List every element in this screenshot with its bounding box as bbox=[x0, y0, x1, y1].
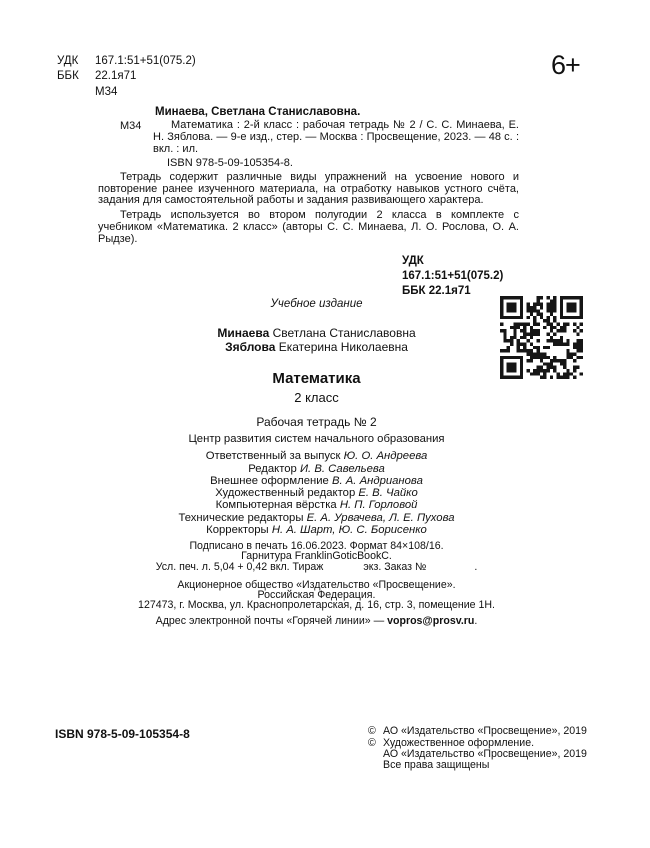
copyright-symbol-icon: © bbox=[368, 737, 376, 749]
credit-line bbox=[0, 512, 633, 524]
copyright-entry bbox=[368, 726, 587, 737]
authors-block bbox=[0, 326, 633, 354]
author-line bbox=[0, 326, 633, 340]
biblio-margin-code: М34 bbox=[120, 120, 142, 132]
credit-role: Технические редакторы bbox=[178, 511, 304, 524]
credit-name: Е. А. Урвачева, Л. Е. Пухова bbox=[306, 511, 455, 524]
email-label: Адрес электронной почты «Горячей линии» — bbox=[155, 614, 388, 627]
book-title: Математика bbox=[272, 370, 361, 387]
publisher-line-1: Акционерное общество «Издательство «Просвещение». bbox=[177, 578, 456, 591]
credit-role: Корректоры bbox=[206, 524, 269, 537]
publisher-block bbox=[0, 580, 633, 611]
imprint-block bbox=[0, 541, 633, 626]
publisher-line-2: Российская Федерация. bbox=[257, 589, 376, 602]
annotation-paragraph-1: Тетрадь содержит различные виды упражнений на усвоение нового и повторение ранее изученного материала, на отработку навыков устного счёта, задания для самостоятельной работы и задания развивающего характера. bbox=[98, 171, 519, 207]
credits-block bbox=[0, 433, 633, 536]
credit-role: Компьютерная вёрстка bbox=[215, 499, 337, 512]
udk-value: 167.1:51+51(075.2) bbox=[95, 55, 196, 67]
credits-center-name: Центр развития систем начального образования bbox=[188, 433, 445, 445]
copyright-symbol-icon: © bbox=[368, 725, 376, 737]
copyright-line: АО «Издательство «Просвещение», 2019 bbox=[383, 748, 587, 760]
credit-role: Редактор bbox=[248, 462, 297, 475]
copyright-entry bbox=[368, 738, 587, 771]
imprint-print-line: Подписано в печать 16.06.2023. Формат 84×108/16. bbox=[189, 540, 444, 552]
annotation-paragraph-2: Тетрадь используется во втором полугодии 2 класса в комплекте с учебником «Математика. 2 класс» (авторы С. С. Минаева, Л. О. Рослова, О. А. Рыдзе). bbox=[98, 209, 519, 245]
author-code-row bbox=[57, 85, 196, 100]
udk-row bbox=[57, 54, 196, 69]
author-given-names: Светлана Станиславовна bbox=[272, 326, 416, 340]
author-surname: Зяблова bbox=[225, 340, 276, 354]
author-surname: Минаева bbox=[217, 326, 270, 340]
imprint-volume-line bbox=[0, 562, 633, 572]
volume-line-mid: экз. Заказ № bbox=[363, 560, 427, 573]
classification-codes-right bbox=[402, 254, 519, 299]
footer-isbn: ISBN 978-5-09-105354-8 bbox=[55, 727, 190, 741]
email-address: vopros@prosv.ru bbox=[387, 614, 475, 627]
credit-role: Ответственный за выпуск bbox=[205, 450, 341, 463]
credit-line bbox=[0, 475, 633, 487]
credit-name: Ю. О. Андреева bbox=[343, 450, 428, 463]
bbk-right: ББК 22.1я71 bbox=[402, 285, 471, 298]
email-line bbox=[0, 616, 633, 626]
author-given-names: Екатерина Николаевна bbox=[278, 340, 408, 354]
biblio-isbn: ISBN 978-5-09-105354-8. bbox=[167, 157, 293, 169]
credit-role: Художественный редактор bbox=[215, 487, 356, 500]
author-code: М34 bbox=[95, 85, 118, 98]
udk-label: УДК bbox=[57, 55, 79, 67]
imprint-font-line: Гарнитура FranklinGoticBookC. bbox=[241, 550, 392, 563]
bbk-value: 22.1я71 bbox=[95, 70, 137, 83]
copyright-line: АО «Издательство «Просвещение», 2019 bbox=[383, 725, 587, 737]
credit-name: И. В. Савельева bbox=[299, 462, 385, 475]
volume-line-end: . bbox=[474, 560, 478, 573]
credit-role: Внешнее оформление bbox=[210, 474, 329, 487]
credit-name: В. А. Андрианова bbox=[331, 474, 423, 487]
credit-line bbox=[0, 499, 633, 511]
credit-line bbox=[0, 524, 633, 536]
volume-line-start: Усл. печ. л. 5,04 + 0,42 вкл. Тираж bbox=[155, 560, 324, 573]
bbk-row bbox=[57, 69, 196, 84]
credit-name: Н. А. Шарт, Ю. С. Борисенко bbox=[271, 524, 427, 537]
credit-name: Е. В. Чайко bbox=[358, 487, 418, 500]
bbk-label: ББК bbox=[57, 70, 79, 83]
copyright-line: Все права защищены bbox=[383, 759, 490, 771]
email-suffix: . bbox=[474, 614, 478, 627]
age-rating-badge: 6+ bbox=[551, 50, 580, 80]
credit-line bbox=[0, 463, 633, 475]
edition-type-label: Учебное издание bbox=[270, 298, 363, 310]
biblio-description: Математика : 2-й класс : рабочая тетрадь № 2 / С. С. Минаева, Е. Н. Зяблова. — 9-е изд., стер. — Москва : Просвещение, 2023. — 48 с. : вкл. : ил. bbox=[153, 119, 519, 155]
address-line: 127473, г. Москва, ул. Краснопролетарская, д. 16, стр. 3, помещение 1Н. bbox=[138, 599, 495, 612]
copyright-line: Художественное оформление. bbox=[383, 737, 535, 749]
edition-block bbox=[0, 298, 633, 429]
credit-name: Н. П. Горловой bbox=[339, 499, 418, 512]
biblio-author-heading: Минаева, Светлана Станиславовна. bbox=[155, 106, 361, 118]
author-line bbox=[0, 340, 633, 354]
bibliographic-card bbox=[98, 106, 519, 299]
credit-line bbox=[0, 450, 633, 462]
book-subtitle: Рабочая тетрадь № 2 bbox=[256, 415, 377, 429]
classification-codes bbox=[57, 54, 196, 100]
grade-label: 2 класс bbox=[294, 390, 339, 405]
credit-line bbox=[0, 487, 633, 499]
udk-right: УДК 167.1:51+51(075.2) bbox=[402, 255, 504, 283]
copyright-block bbox=[368, 726, 587, 771]
